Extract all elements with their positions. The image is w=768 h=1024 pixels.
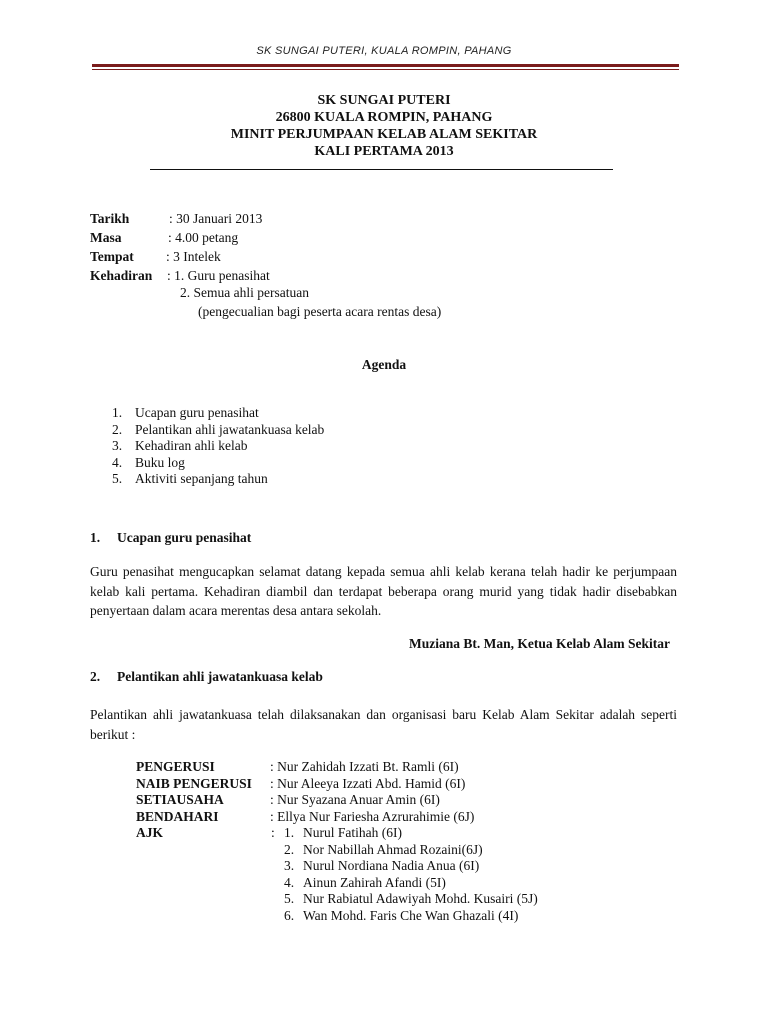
committee-role: BENDAHARI	[136, 808, 219, 824]
kehadiran-line3-wrap	[198, 304, 441, 320]
section2-heading	[90, 669, 323, 685]
kehadiran-line2: 2. Semua ahli persatuan	[180, 285, 309, 300]
committee-name: : Ellya Nur Fariesha Azrurahimie (6J)	[270, 808, 475, 824]
committee-role: SETIAUSAHA	[136, 792, 224, 807]
ajk-member-number: 1.	[284, 825, 295, 840]
section1-signature: Muziana Bt. Man, Ketua Kelab Alam Sekitar	[409, 636, 670, 651]
agenda-item-text: Buku log	[135, 454, 185, 470]
agenda-item-text: Pelantikan ahli jawatankuasa kelab	[135, 421, 325, 437]
agenda-item	[112, 455, 324, 472]
section1-body: Guru penasihat mengucapkan selamat datang kepada semua ahli kelab kerana telah hadir ke perjumpaan kelab kali pertama. Kehadiran diambil dan terdapat beberapa orang murid yang tidak hadir disebabkan penyertaan dalam acara merentas desa antara sekolah.	[90, 564, 677, 618]
agenda-item-text: Ucapan guru penasihat	[135, 405, 259, 420]
ajk-member-name: Nurul Fatihah (6I)	[303, 825, 402, 840]
ajk-member-name: Nor Nabillah Ahmad Rozaini(6J)	[303, 841, 483, 857]
agenda-item-number: 2.	[112, 421, 123, 437]
title-underline	[150, 169, 613, 170]
agenda-item-text: Aktiviti sepanjang tahun	[135, 471, 268, 486]
kehadiran-label: Kehadiran	[90, 268, 153, 283]
agenda-list	[112, 405, 324, 488]
kehadiran-line3: (pengecualian bagi peserta acara rentas desa)	[198, 304, 442, 319]
title-session: KALI PERTAMA 2013	[314, 144, 454, 159]
ajk-member-name: Nurul Nordiana Nadia Anua (6I)	[303, 858, 480, 873]
ajk-member-number: 2.	[284, 841, 295, 857]
running-header: SK SUNGAI PUTERI, KUALA ROMPIN, PAHANG	[256, 45, 512, 57]
agenda-item-number: 4.	[112, 454, 123, 470]
ajk-member-number: 3.	[284, 858, 295, 873]
ajk-member-name: Nur Rabiatul Adawiyah Mohd. Kusairi (5J)	[303, 891, 538, 906]
agenda-item	[112, 422, 324, 439]
committee-role: PENGERUSI	[136, 759, 215, 774]
masa-label: Masa	[90, 230, 122, 245]
header-divider-thick	[92, 64, 679, 67]
kehadiran-value: : 1. Guru penasihat	[167, 268, 270, 283]
tarikh-label: Tarikh	[90, 211, 130, 226]
agenda-item-text: Kehadiran ahli kelab	[135, 438, 248, 453]
title-address: 26800 KUALA ROMPIN, PAHANG	[275, 110, 493, 125]
tarikh-value: : 30 Januari 2013	[169, 211, 263, 226]
header-divider-thin	[92, 69, 679, 70]
agenda-item-number: 5.	[112, 471, 123, 486]
tempat-label: Tempat	[90, 249, 134, 264]
agenda-item	[112, 438, 324, 455]
committee-name: : Nur Zahidah Izzati Bt. Ramli (6I)	[270, 759, 459, 774]
section2-number: 2.	[90, 669, 101, 684]
document-title	[0, 92, 768, 160]
title-meeting-name: MINIT PERJUMPAAN KELAB ALAM SEKITAR	[230, 127, 538, 142]
agenda-item	[112, 471, 324, 488]
ajk-role: AJK	[136, 825, 163, 840]
committee-name: : Nur Aleeya Izzati Abd. Hamid (6I)	[270, 775, 466, 791]
agenda-item	[112, 405, 324, 422]
masa-value: : 4.00 petang	[168, 230, 239, 245]
section1-title: Ucapan guru penasihat	[117, 530, 252, 545]
ajk-member-number: 4.	[284, 874, 295, 890]
agenda-item-number: 1.	[112, 405, 123, 420]
kehadiran-line2-wrap	[180, 285, 309, 301]
ajk-colon: :	[271, 825, 275, 840]
committee-role: NAIB PENGERUSI	[136, 775, 252, 791]
section1-number: 1.	[90, 530, 101, 545]
ajk-member-number: 6.	[284, 907, 295, 923]
agenda-item-number: 3.	[112, 438, 123, 453]
section2-body: Pelantikan ahli jawatankuasa telah dilaksanakan dan organisasi baru Kelab Alam Sekitar adalah seperti berikut :	[90, 707, 677, 742]
committee-name: : Nur Syazana Anuar Amin (6I)	[270, 792, 440, 807]
tempat-value: : 3 Intelek	[166, 249, 221, 264]
agenda-heading: Agenda	[361, 357, 407, 372]
ajk-member-name: Wan Mohd. Faris Che Wan Ghazali (4I)	[303, 907, 519, 923]
ajk-member-name: Ainun Zahirah Afandi (5I)	[303, 874, 446, 890]
section2-title: Pelantikan ahli jawatankuasa kelab	[117, 669, 323, 684]
section1-heading	[90, 530, 251, 546]
title-school-name: SK SUNGAI PUTERI	[317, 93, 451, 108]
ajk-member-number: 5.	[284, 891, 295, 906]
